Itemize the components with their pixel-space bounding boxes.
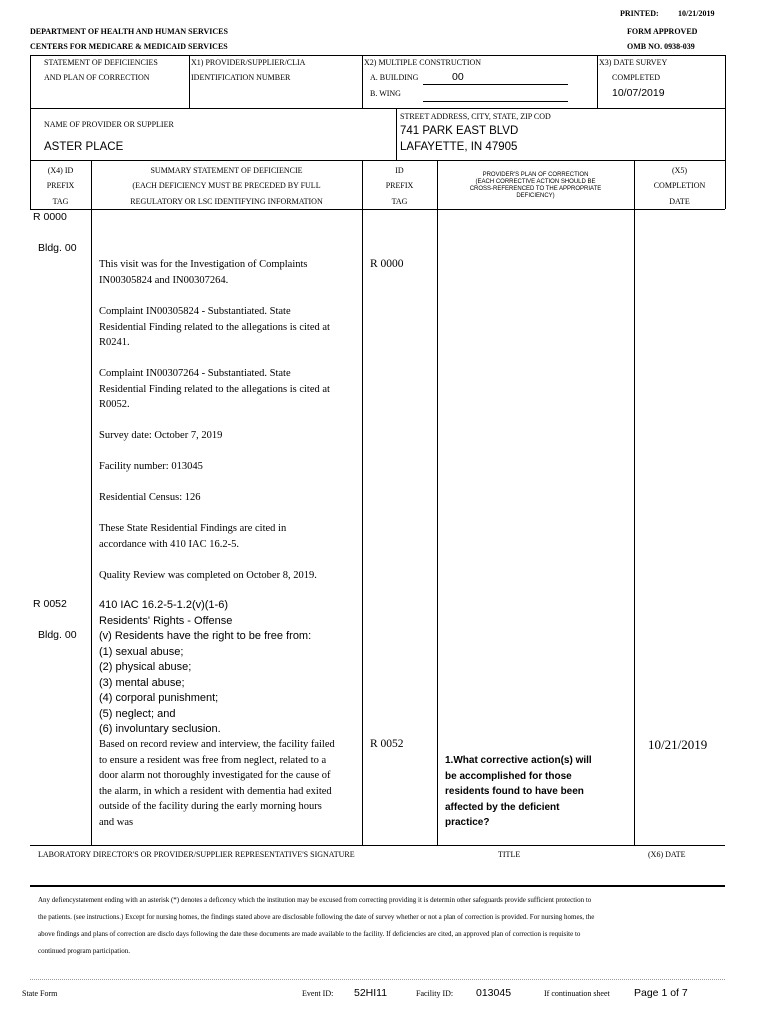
state-form-label: State Form: [22, 989, 58, 998]
x3-label: X3) DATE SURVEY: [599, 58, 668, 67]
provider-name-label: NAME OF PROVIDER OR SUPPLIER: [44, 120, 174, 129]
id-tag-header: TAG: [391, 197, 408, 206]
event-id-value: 52HI11: [354, 987, 388, 999]
reg-line: (1) sexual abuse;: [99, 645, 184, 658]
quality-review-text: Quality Review was completed on October 8, 2019.: [99, 570, 317, 581]
tag-r0000: R 0000: [33, 211, 67, 223]
tag-r0052: R 0052: [33, 598, 67, 610]
regulation-text: [99, 598, 359, 738]
reg-line: Residents' Rights - Offense: [99, 614, 233, 627]
finding-paragraph: Based on record review and interview, the facility failed to ensure a resident was free from neglect, related to a door alarm not thoroughly investigated for the cause of the alarm, in which a resident with dementia had exited outside of the facility during the early morning hours and was: [99, 739, 335, 828]
provider-name: ASTER PLACE: [44, 141, 124, 153]
complaint-2-paragraph: Complaint IN00307264 - Substantiated. State Residential Finding related to the allegations is cited at R0052.: [99, 368, 330, 410]
building-value: 00: [452, 71, 464, 83]
signature-label: LABORATORY DIRECTOR'S OR PROVIDER/SUPPLIER REPRESENTATIVE'S SIGNATURE: [38, 850, 355, 859]
cms-title: CENTERS FOR MEDICARE & MEDICAID SERVICES: [30, 42, 228, 51]
x1-label: X1) PROVIDER/SUPPLIER/CLIA: [191, 58, 306, 67]
id-header: ID: [395, 166, 404, 175]
id-tag-r0000: R 0000: [370, 258, 404, 270]
x4-id-header: (X4) ID: [47, 166, 74, 175]
completion-date: 10/21/2019: [648, 737, 708, 752]
facility-id-value: 013045: [476, 987, 512, 999]
x3-sub-label: COMPLETED: [612, 73, 660, 82]
printed-label: PRINTED:: [620, 9, 659, 18]
reg-line: (2) physical abuse;: [99, 661, 192, 673]
facility-number-text: Facility number: 013045: [99, 461, 203, 472]
id-prefix-header: PREFIX: [385, 181, 414, 190]
visit-paragraph: This visit was for the Investigation of Complaints IN00305824 and IN00307264.: [99, 259, 308, 286]
facility-id-label: Facility ID:: [416, 989, 454, 998]
omb-number: OMB NO. 0938-039: [627, 42, 695, 51]
footnote: Any defiencystatement ending with an asterisk (*) denotes a deficency which the institution may be excused from correcting providing it is determin other safeguards provide sufficient protection to the patients. (see instructions.) Except for nursing homes, the findings stated above are disclosable following the date of survey whether or not a plan of correction is provided. For nursing homes, the above findings and plans of correction are disclo days following the date these documents are made available to the facility. If deficiencies are cited, an approved plan of correction is requisite to continued program participation.: [38, 896, 595, 955]
survey-date-text: Survey date: October 7, 2019: [99, 430, 223, 441]
printed-date: 10/21/2019: [678, 9, 715, 18]
x2-label: X2) MULTIPLE CONSTRUCTION: [364, 58, 482, 67]
plan-header-line3: CROSS-REFERENCED TO THE APPROPRIATE: [469, 186, 602, 192]
address-label: STREET ADDRESS, CITY, STATE, ZIP COD: [400, 112, 551, 121]
reg-line: 410 IAC 16.2-5-1.2(v)(1-6): [99, 599, 228, 611]
reg-line: (3) mental abuse;: [99, 676, 185, 689]
form-approved: FORM APPROVED: [627, 27, 698, 36]
summary-sub-header: (EACH DEFICIENCY MUST BE PRECEDED BY FULL: [132, 181, 321, 190]
department-title: DEPARTMENT OF HEALTH AND HUMAN SERVICES: [30, 27, 228, 36]
date-header: DATE: [669, 197, 690, 206]
plan-header-line4: DEFICIENCY): [516, 193, 555, 199]
plan-of-correction-text: 1.What corrective action(s) will be accomplished for those residents found to have been affected by the deficient practice?: [445, 755, 592, 828]
page-number: Page 1 of 7: [634, 987, 688, 999]
id-tag-r0052: R 0052: [370, 738, 404, 750]
continuation-label: If continuation sheet: [544, 989, 610, 998]
survey-date: 10/07/2019: [612, 87, 665, 99]
x1-sub-label: IDENTIFICATION NUMBER: [191, 73, 291, 82]
bldg-label-2: Bldg. 00: [38, 629, 77, 641]
wing-label: B. WING: [370, 89, 401, 98]
address-line1: 741 PARK EAST BLVD: [400, 125, 519, 137]
title-label: TITLE: [498, 850, 521, 859]
plan-label: AND PLAN OF CORRECTION: [44, 73, 150, 82]
reg-line: (4) corporal punishment;: [99, 692, 219, 704]
address-line2: LAFAYETTE, IN 47905: [400, 141, 518, 153]
building-label: A. BUILDING: [370, 73, 419, 82]
x6-date-label: (X6) DATE: [648, 850, 686, 859]
bldg-label: Bldg. 00: [38, 242, 77, 254]
x4-tag-header: TAG: [52, 197, 69, 206]
plan-header: [437, 172, 634, 200]
x5-header: (X5): [671, 166, 688, 175]
census-text: Residential Census: 126: [99, 492, 201, 503]
x4-prefix-header: PREFIX: [46, 181, 75, 190]
statement-label: STATEMENT OF DEFICIENCIES: [44, 58, 158, 67]
completion-header: COMPLETION: [653, 181, 706, 190]
reg-line: (6) involuntary seclusion.: [99, 723, 221, 735]
reg-line: (v) Residents have the right to be free from:: [99, 630, 312, 642]
summary-sub-header-2: REGULATORY OR LSC IDENTIFYING INFORMATION: [130, 197, 323, 206]
plan-header-line2: (EACH CORRECTIVE ACTION SHOULD BE: [475, 179, 596, 185]
event-id-label: Event ID:: [302, 989, 334, 998]
reg-line: (5) neglect; and: [99, 707, 176, 720]
iac-paragraph: These State Residential Findings are cited in accordance with 410 IAC 16.2-5.: [99, 523, 287, 550]
plan-header-line1: PROVIDER'S PLAN OF CORRECTION: [482, 172, 589, 178]
summary-header: SUMMARY STATEMENT OF DEFICIENCIE: [150, 166, 303, 175]
complaint-1-paragraph: Complaint IN00305824 - Substantiated. State Residential Finding related to the allegations is cited at R0241.: [99, 306, 330, 348]
